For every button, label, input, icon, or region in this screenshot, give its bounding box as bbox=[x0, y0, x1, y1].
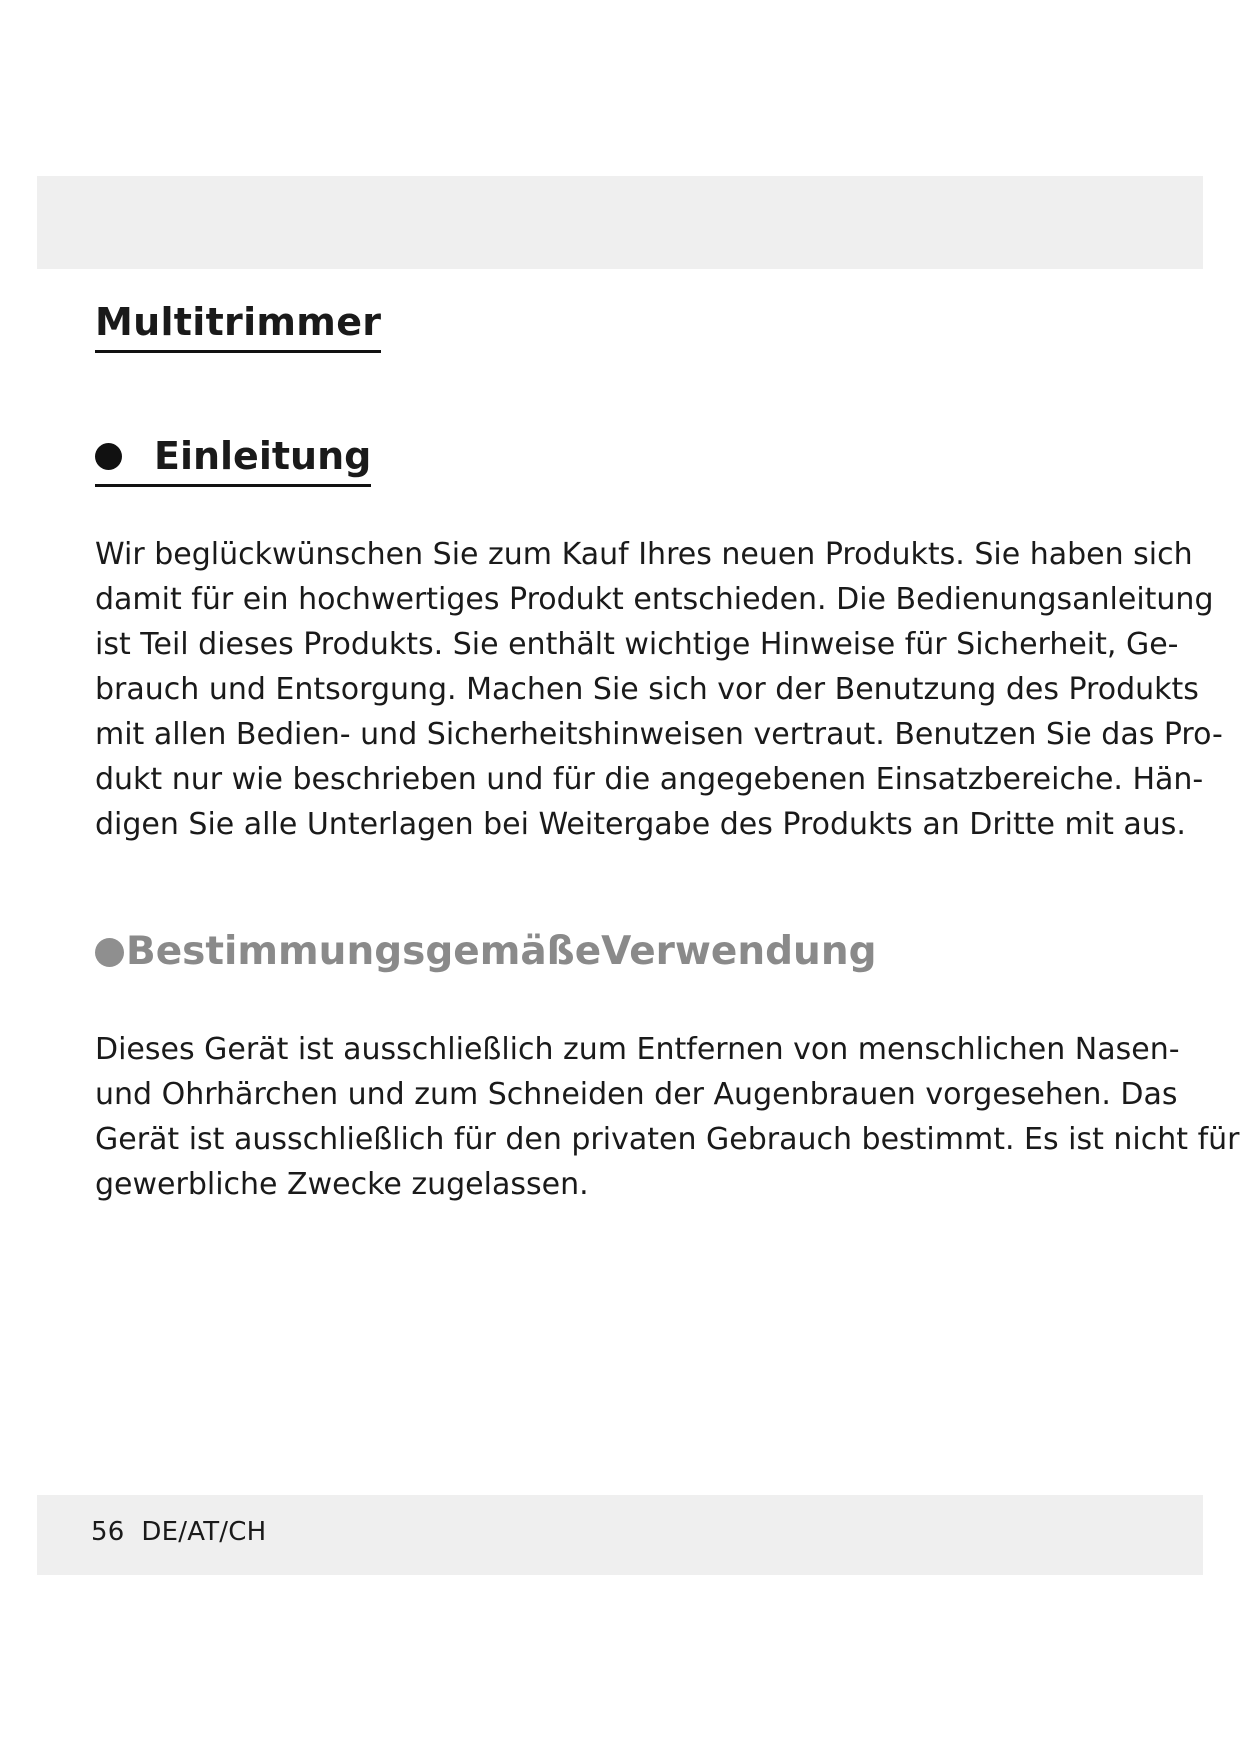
document-title: Multitrimmer bbox=[95, 298, 381, 353]
section-heading-einleitung bbox=[95, 432, 371, 487]
bullet-icon bbox=[95, 443, 122, 470]
paragraph-line: gewerbliche Zwecke zugelassen. bbox=[95, 1167, 589, 1202]
paragraph-line: dukt nur wie beschrieben und für die angegebenen Einsatzbereiche. Hän- bbox=[95, 762, 1204, 797]
header-band bbox=[37, 176, 1203, 269]
paragraph-line: brauch und Entsorgung. Machen Sie sich vor der Benutzung des Produkts bbox=[95, 672, 1199, 707]
bullet-icon bbox=[95, 938, 124, 967]
section-heading-verwendung bbox=[95, 928, 877, 976]
section-heading-label: Einleitung bbox=[154, 434, 372, 478]
paragraph-line: digen Sie alle Unterlagen bei Weitergabe des Produkts an Dritte mit aus. bbox=[95, 807, 1186, 842]
region-label: DE/AT/CH bbox=[141, 1517, 267, 1547]
paragraph-line: damit für ein hochwertiges Produkt entschieden. Die Bedienungsanleitung bbox=[95, 582, 1214, 617]
page-footer bbox=[91, 1517, 266, 1547]
paragraph-line: ist Teil dieses Produkts. Sie enthält wichtige Hinweise für Sicherheit, Ge- bbox=[95, 627, 1179, 662]
paragraph-line: Gerät ist ausschließlich für den privaten Gebrauch bestimmt. Es ist nicht für bbox=[95, 1122, 1240, 1157]
intro-paragraph bbox=[95, 532, 1223, 847]
paragraph-line: Wir beglückwünschen Sie zum Kauf Ihres neuen Produkts. Sie haben sich bbox=[95, 537, 1193, 572]
section-heading-label: BestimmungsgemäßeVerwendung bbox=[126, 929, 877, 974]
page-number: 56 bbox=[91, 1517, 125, 1547]
paragraph-line: mit allen Bedien- und Sicherheitshinweisen vertraut. Benutzen Sie das Pro- bbox=[95, 717, 1223, 752]
paragraph-line: Dieses Gerät ist ausschließlich zum Entfernen von menschlichen Nasen- bbox=[95, 1032, 1180, 1067]
paragraph-line: und Ohrhärchen und zum Schneiden der Augenbrauen vorgesehen. Das bbox=[95, 1077, 1178, 1112]
usage-paragraph bbox=[95, 1027, 1240, 1207]
footer-band bbox=[37, 1495, 1203, 1575]
